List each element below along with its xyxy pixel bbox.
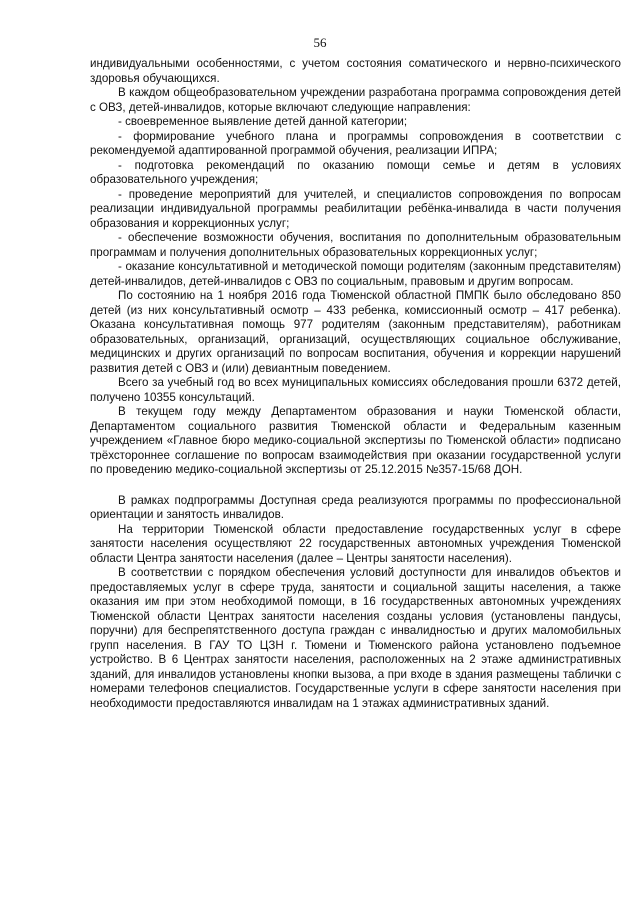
- paragraph-gap: [90, 478, 621, 494]
- paragraph: - проведение мероприятий для учителей, и специалистов сопровождения по вопросам реализации индивидуальной программы реабилитации ребёнка-инвалида в части получения образования и коррекционных услуг;: [90, 187, 621, 230]
- paragraph: В соответствии с порядком обеспечения условий доступности для инвалидов объектов и предоставляемых услуг в сфере труда, занятости и социальной защиты населения, а также оказания им при этом необходимой помощи, в 16 государственных автономных учреждениях Тюменской области Центрах занятости населения созданы условия (установлены пандусы, поручни) для беспрепятственного доступа граждан с инвалидностью и других маломобильных групп населения. В ГАУ ТО ЦЗН г. Тюмени и Тюменского района установлено подъемное устройство. В 6 Центрах занятости населения, расположенных на 2 этаже административных зданий, для инвалидов установлены кнопки вызова, а при входе в здания размещены таблички с номерами телефонов специалистов. Государственные услуги в сфере занятости населения при необходимости предоставляются инвалидам на 1 этажах административных зданий.: [90, 566, 621, 710]
- paragraph: В текущем году между Департаментом образования и науки Тюменской области, Департаментом социального развития Тюменской области и Федеральным казенным учреждением «Главное бюро медико-социальной экспертизы по Тюменской области» подписано трёхстороннее соглашение по вопросам взаимодействия при оказании государственной услуги по проведению медико-социальной экспертизы от 25.12.2015 №357-15/68 ДОН.: [90, 405, 621, 476]
- paragraph: - формирование учебного плана и программы сопровождения в соответствии с рекомендуемой адаптированной программой обучения, реализации ИПРА;: [90, 129, 621, 157]
- paragraph: - своевременное выявление детей данной категории;: [118, 115, 408, 128]
- page-number: 56: [313, 35, 327, 50]
- paragraph: индивидуальными особенностями, с учетом состояния соматического и нервно-психического здоровья обучающихся.: [90, 57, 621, 85]
- paragraph: На территории Тюменской области предоставление государственных услуг в сфере занятости населения осуществляют 22 государственных автономных учреждения Тюменской области Центра занятости населения (далее – Центры занятости населения).: [90, 522, 621, 565]
- paragraph: В рамках подпрограммы Доступная среда реализуются программы по профессиональной ориентации и занятость инвалидов.: [90, 493, 621, 521]
- paragraph: - оказание консультативной и методической помощи родителям (законным представителям) детей-инвалидов, детей-инвалидов с ОВЗ по социальным, правовым и другим вопросам.: [90, 260, 621, 288]
- paragraph: По состоянию на 1 ноября 2016 года Тюменской областной ПМПК было обследовано 850 детей (из них консультативный осмотр – 433 ребенка, комиссионный осмотр – 417 ребенка). Оказана консультативная помощь 977 родителям (законным представителям), работникам образовательных, организаций, организаций, осуществляющих социальное обслуживание, медицинских и других организаций по вопросам воспитания, обучения и коррекции нарушений развития детей с ОВЗ и (или) девиантным поведением.: [90, 289, 621, 375]
- paragraph: Всего за учебный год во всех муниципальных комиссиях обследования прошли 6372 детей, получено 10355 консультаций.: [90, 376, 621, 404]
- paragraph: - подготовка рекомендаций по оказанию помощи семье и детям в условиях образовательного учреждения;: [90, 158, 621, 186]
- paragraph: В каждом общеобразовательном учреждении разработана программа сопровождения детей с ОВЗ, детей-инвалидов, которые включают следующие направления:: [90, 86, 621, 114]
- document-body: [90, 57, 621, 711]
- paragraph: - обеспечение возможности обучения, воспитания по дополнительным образовательным программам и получения дополнительных образовательных коррекционных услуг;: [90, 231, 621, 259]
